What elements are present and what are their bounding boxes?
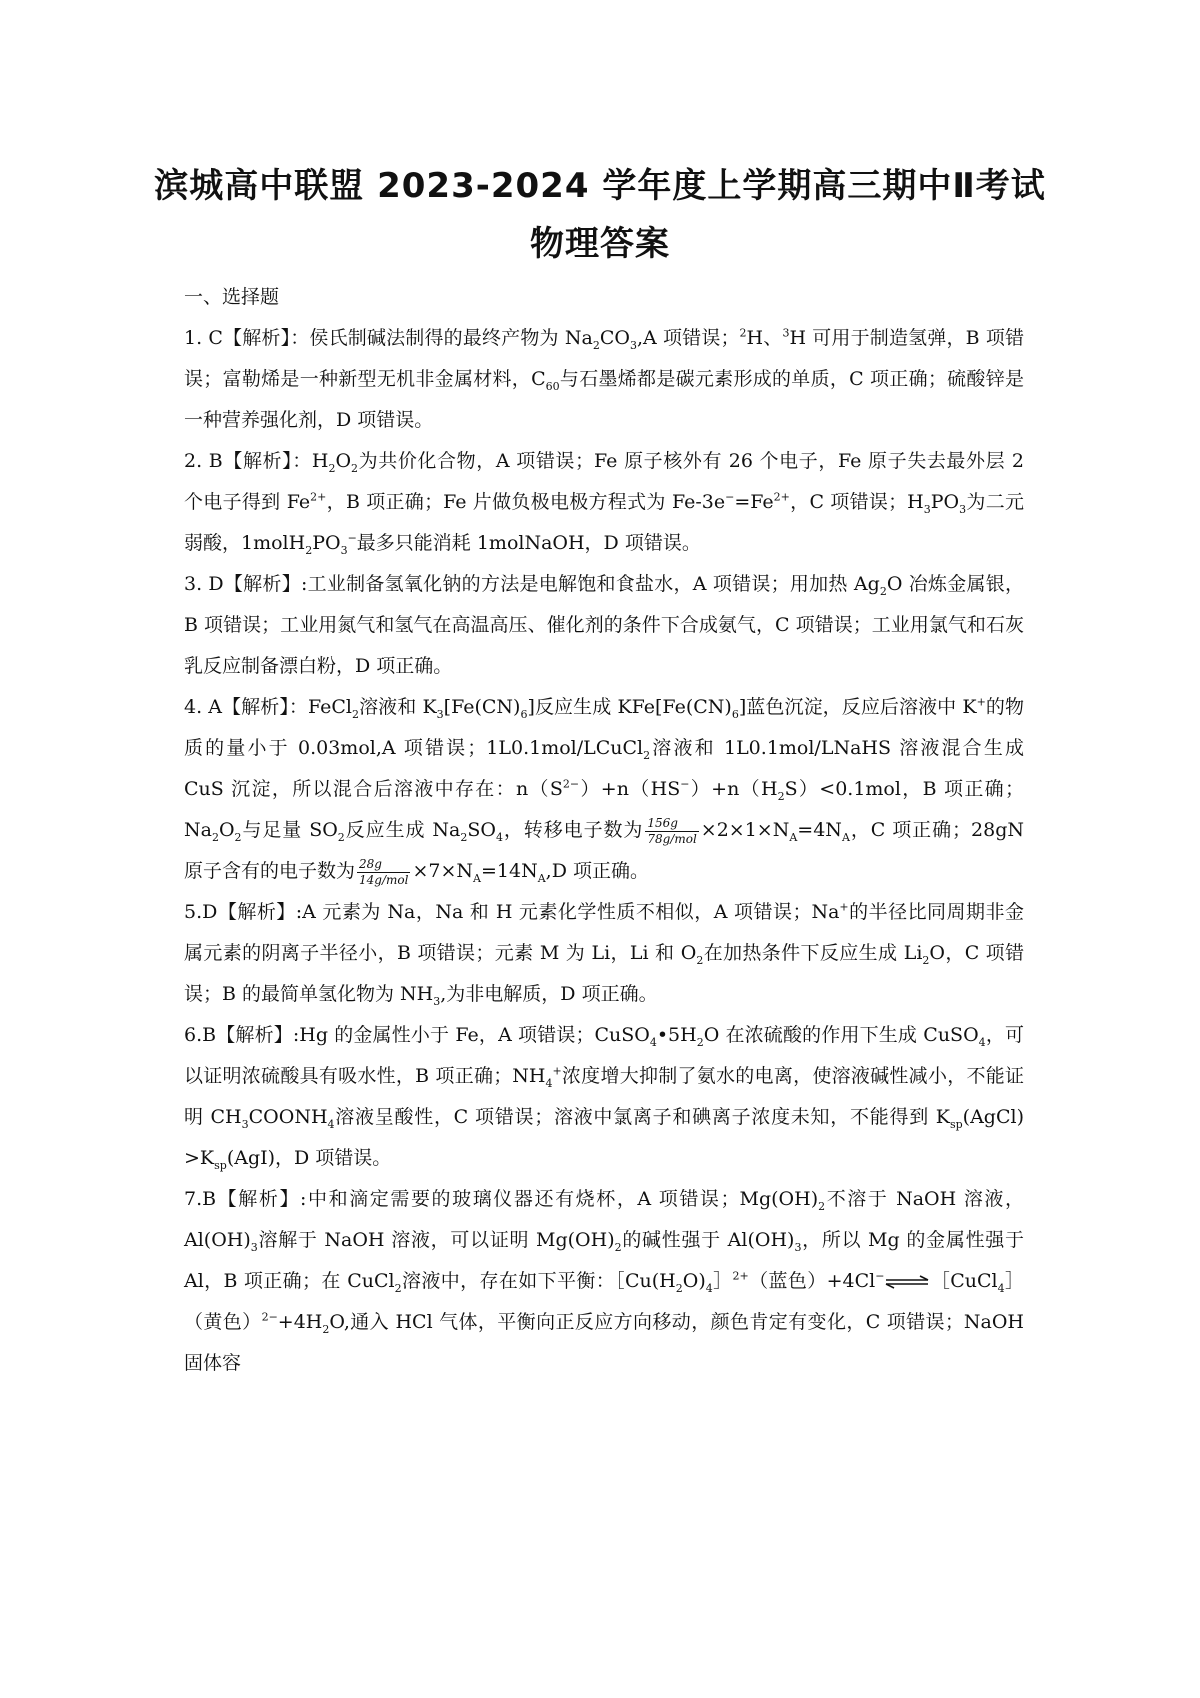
answer-body bbox=[184, 318, 1024, 1384]
answer-item-6: 6.B【解析】:Hg 的金属性小于 Fe，A 项错误；$CuSO_4•5H_2O$ 在浓硫酸的作用下生成 CuSO$_4$，可以证明浓硫酸具有吸水性，B 项正确；$NH_4^+$浓度增大抑制了氨水的电离，使溶液碱性减小，不能证明 $CH_3COONH_4$溶液呈酸性，C 项错误；溶液中氯离子和碘离子浓度未知，不能得到 $K_{sp}(AgCl) >K_{sp}(AgI)$，D 项错误。 bbox=[184, 1024, 1024, 1172]
fraction-1: $\frac{156g}{\text{78g/mol}}$ bbox=[647, 815, 697, 846]
answer-item-1: 1. C【解析】：侯氏制碱法制得的最终产物为 $Na_2CO_3,A$ 项错误；$^2$H、$^3$H 可用于制造氢弹，B 项错误；富勒烯是一种新型无机非金属材料，$C_{60}$与石墨烯都是碳元素形成的单质，C 项正确；硫酸锌是一种营养强化剂，D 项错误。 bbox=[184, 326, 1024, 431]
answer-item-4: 4. A【解析】：FeCl$_2$溶液和 $K_3[Fe(CN)_6]$反应生成 $KFe[Fe(CN)_6]$蓝色沉淀，反应后溶液中 K+的物质的量小于 0.03mol,A 项错误；1L0.1mol/LCuCl$_2$溶液和 1L0.1mol/LNaHS 溶液混合生成 CuS 沉淀，所以混合后溶液中存在：$n(S^{2-})+n(HS^-)+n(H_2S)<0.1mol$，B 项正确；$Na_2O_2$与足量 $SO_2$反应生成 $Na_2SO_4$，转移电子数为 $\frac{156g}{\text{78g/mol}}$ $\times 2\times 1\times N_A=4N_A$，C 项正确；28gN 原子含有的电子数为 $\frac{28g}{\text{14g/mol}}$ $\times 7\times N_A=14N_A,D$ 项正确。 bbox=[184, 695, 1025, 887]
answer-item-7: 7.B【解析】:中和滴定需要的玻璃仪器还有烧杯，A 项错误；$Mg(OH)_2$不溶于 NaOH 溶液，$Al(OH)_3$溶解于 NaOH 溶液，可以证明 $Mg(OH)_2$的碱性强于 $Al(OH)_3$，所以 Mg 的金属性强于 Al，B 项正确；在 CuCl$_2$溶液中，存在如下平衡：$[Cu(H_2O)_4]^{2+}$（蓝色）+4Cl− ［CuCl$_4$］（黄色）$^{2-}+4H_2O$,通入 HCl 气体，平衡向正反应方向移动，颜色肯定有变化，C 项错误；NaOH 固体容 bbox=[184, 1188, 1025, 1374]
exam-title: 滨城高中联盟 2023-2024 学年度上学期高三期中Ⅱ考试 bbox=[154, 166, 1046, 206]
answer-item-2: 2. B【解析】：$H_2O_2$为共价化合物，A 项错误；Fe 原子核外有 26 个电子，Fe 原子失去最外层 2 个电子得到 $Fe^{2+}$，B 项正确；Fe 片做负极电极方程式为 $Fe-3e^-=Fe^{2+}$，C 项错误；$H_3PO_3$为二元弱酸，$1molH_2PO_3^-$最多只能消耗 1molNaOH，D 项错误。 bbox=[184, 450, 1024, 557]
fraction-2: $\frac{28g}{\text{14g/mol}}$ bbox=[359, 856, 409, 887]
equilibrium-arrow-icon bbox=[884, 1275, 930, 1289]
answer-item-3: 3. D【解析】:工业制备氢氧化钠的方法是电解饱和食盐水，A 项错误；用加热 $Ag_2O$ 冶炼金属银， B 项错误；工业用氮气和氢气在高温高压、催化剂的条件下合成氨气，C 项错误；工业用氯气和石灰乳反应制备漂白粉，D 项正确。 bbox=[184, 573, 1024, 677]
section-heading: 一、选择题 bbox=[184, 286, 280, 308]
answer-item-5: 5.D【解析】:A 元素为 Na，Na 和 H 元素化学性质不相似，A 项错误；Na+的半径比同周期非金属元素的阴离子半径小，B 项错误；元素 M 为 Li，Li 和 $O_2$在加热条件下反应生成 $Li_2O$，C 项错误；B 的最简单氢化物为 $NH_3$,为非电解质，D 项正确。 bbox=[184, 900, 1025, 1008]
answer-title: 物理答案 bbox=[530, 224, 670, 264]
